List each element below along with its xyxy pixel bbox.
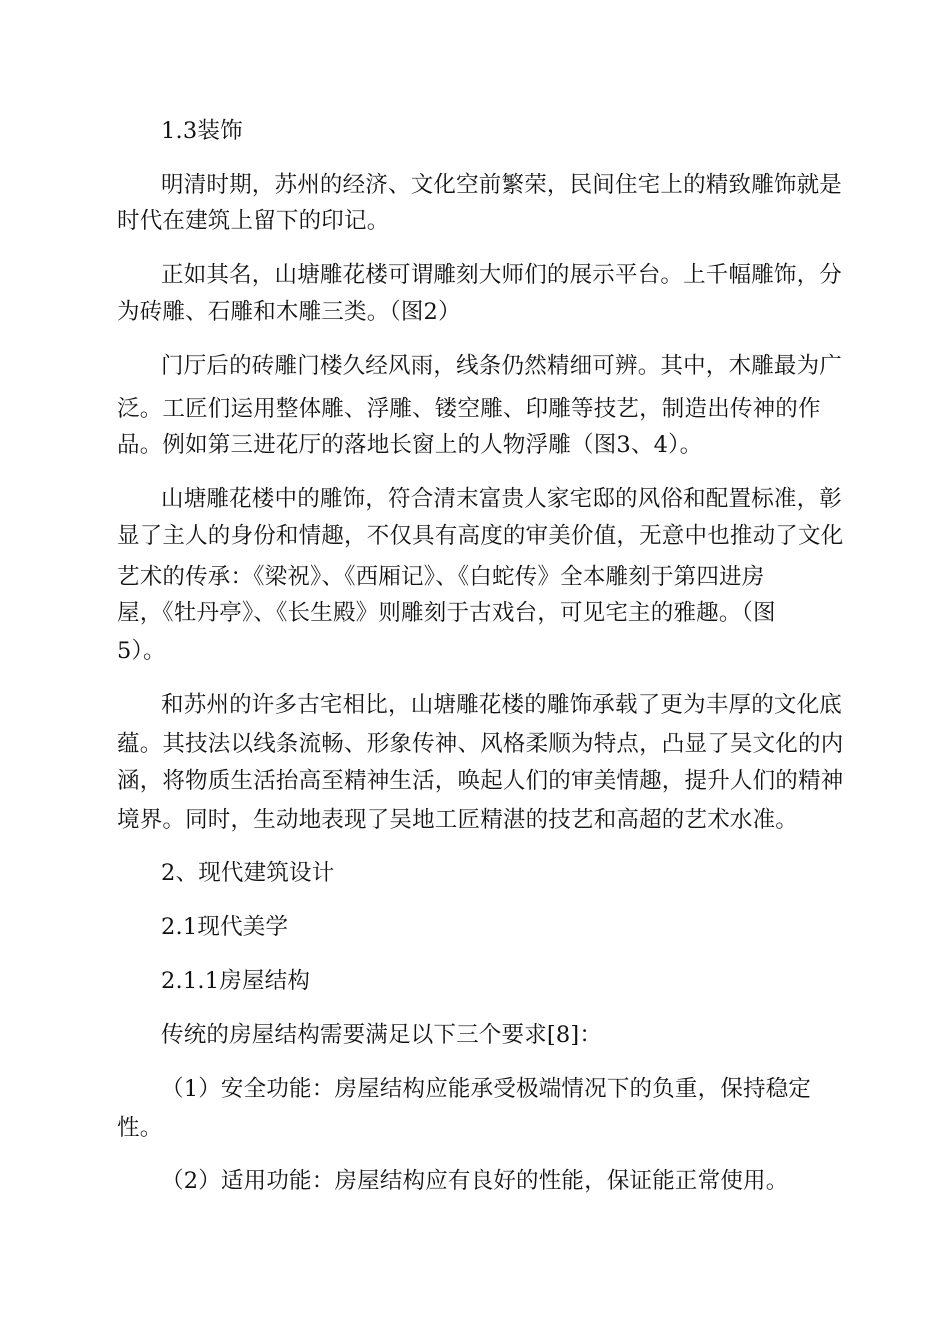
paragraph-line: 明清时期，苏州的经济、文化空前繁荣，民间住宅上的精致雕饰就是 xyxy=(161,172,843,198)
paragraph-line: 山塘雕花楼中的雕饰，符合清末富贵人家宅邸的风俗和配置标准，彰 xyxy=(161,486,843,512)
paragraph-line: 屋，《牡丹亭》、《长生殿》则雕刻于古戏台，可见宅主的雅趣。（图 xyxy=(117,600,776,626)
paragraph-line: 和苏州的许多古宅相比，山塘雕花楼的雕饰承载了更为丰厚的文化底 xyxy=(161,692,843,718)
paragraph-line: 为砖雕、石雕和木雕三类。（图2） xyxy=(117,299,461,325)
section-heading-2: 2、现代建筑设计 xyxy=(161,860,335,886)
paragraph-line: 蕴。其技法以线条流畅、形象传神、风格柔顺为特点，凸显了吴文化的内 xyxy=(117,731,844,757)
paragraph-line: 涵，将物质生活抬高至精神生活，唤起人们的审美情趣，提升人们的精神 xyxy=(117,768,844,794)
paragraph-line: 时代在建筑上留下的印记。 xyxy=(117,208,390,234)
section-heading-2-1-1: 2.1.1房屋结构 xyxy=(161,968,311,994)
paragraph-line: 品。例如第三进花厅的落地长窗上的人物浮雕（图3、4）。 xyxy=(117,432,703,458)
paragraph-line: 显了主人的身份和情趣，不仅具有高度的审美价值，无意中也推动了文化 xyxy=(117,523,844,549)
paragraph-line: 5）。 xyxy=(117,638,166,664)
paragraph-line: 境界。同时，生动地表现了吴地工匠精湛的技艺和高超的艺术水准。 xyxy=(117,807,799,833)
paragraph-line: 传统的房屋结构需要满足以下三个要求[8]： xyxy=(161,1022,603,1048)
list-item-1-continuation: 性。 xyxy=(117,1115,163,1141)
paragraph-line: 正如其名，山塘雕花楼可谓雕刻大师们的展示平台。上千幅雕饰，分 xyxy=(161,262,843,288)
list-item-1: （1）安全功能：房屋结构应能承受极端情况下的负重，保持稳定 xyxy=(161,1076,812,1102)
paragraph-line: 艺术的传承：《梁祝》、《西厢记》、《白蛇传》全本雕刻于第四进房 xyxy=(117,564,765,590)
list-item-2: （2）适用功能：房屋结构应有良好的性能，保证能正常使用。 xyxy=(161,1168,789,1194)
section-heading-2-1: 2.1现代美学 xyxy=(161,914,289,940)
section-heading-1-3: 1.3装饰 xyxy=(161,118,243,144)
paragraph-line: 门厅后的砖雕门楼久经风雨，线条仍然精细可辨。其中，木雕最为广 xyxy=(161,353,843,379)
paragraph-line: 泛。工匠们运用整体雕、浮雕、镂空雕、印雕等技艺，制造出传神的作 xyxy=(117,396,821,422)
